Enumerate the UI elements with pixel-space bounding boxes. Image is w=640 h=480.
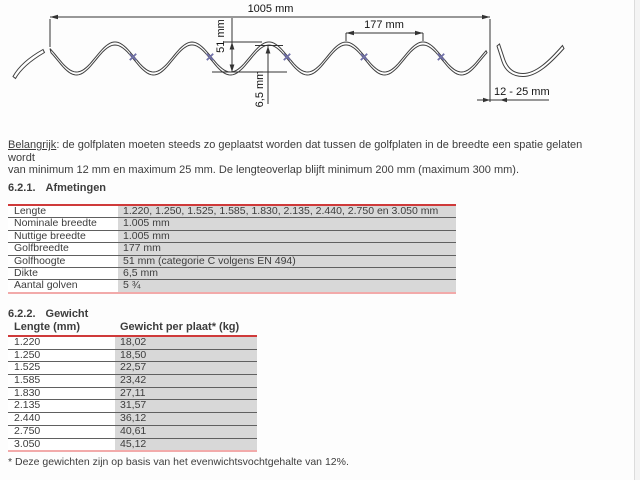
section-number: 6.2.2. [8,308,36,320]
table-row [8,439,257,451]
section-heading-gewicht [8,308,88,320]
table-row [8,337,257,350]
arrowhead [483,98,490,102]
table-row [8,243,456,255]
length-cell: 1.830 [8,388,115,400]
table-row [8,426,257,439]
profile-diagram [0,0,640,128]
section-number: 6.2.1. [8,182,36,194]
weight-table [8,320,257,452]
arrowhead [50,15,58,19]
note-line2: van minimum 12 mm en maximum 25 mm. De lengteoverlap blijft minimum 200 mm (maximum 300 mm). [8,164,520,177]
length-cell: 3.050 [8,439,115,451]
profile-left-fragment [13,50,45,79]
spec-value: 5 ¾ [118,280,456,291]
weight-table-body [8,337,257,452]
weight-cell: 45,12 [115,439,257,451]
dim-label-overlap: 12 - 25 mm [494,86,550,98]
spec-value: 1.005 mm [118,218,456,229]
weight-table-header [8,320,257,337]
important-label: Belangrijk [8,139,57,151]
length-cell: 2.750 [8,426,115,438]
spec-value: 6,5 mm [118,268,456,279]
length-cell: 1.250 [8,350,115,362]
weight-cell: 18,50 [115,350,257,362]
length-cell: 1.525 [8,362,115,374]
section-title: Afmetingen [45,182,107,194]
length-cell: 1.585 [8,375,115,387]
length-cell: 2.135 [8,400,115,412]
table-row [8,231,456,243]
length-cell: 2.440 [8,413,115,425]
section-heading-afmetingen [8,182,106,194]
dimensions-table [8,204,456,294]
dimension-lines [50,17,549,104]
corrugated-profile-drawing [0,0,640,128]
arrowhead [500,98,507,102]
spec-value: 1.005 mm [118,231,456,242]
weight-cell: 23,42 [115,375,257,387]
dim-label-height: 51 mm [215,19,227,53]
spec-value: 51 mm (categorie C volgens EN 494) [118,256,456,267]
spec-label: Nominale breedte [8,218,118,229]
important-note [8,139,608,177]
column-header-length: Lengte (mm) [14,321,80,333]
spec-label: Golfbreedte [8,243,118,254]
weight-cell: 18,02 [115,337,257,349]
arrowhead [230,42,235,50]
table-row [8,413,257,426]
weight-cell: 27,11 [115,388,257,400]
weight-cell: 36,12 [115,413,257,425]
weight-cell: 22,57 [115,362,257,374]
table-row [8,375,257,388]
weight-cell: 31,57 [115,400,257,412]
weight-footnote: * Deze gewichten zijn op basis van het evenwichtsvochtgehalte van 12%. [8,456,349,468]
spec-label: Lengte [8,206,118,217]
section-title: Gewicht [45,308,89,320]
dim-label-total: 1005 mm [247,3,294,15]
note-line1: : de golfplaten moeten steeds zo geplaatst worden dat tussen de golfplaten in de breedte een spatie gelaten wordt [8,139,583,164]
spec-label: Nuttige breedte [8,231,118,242]
spec-label: Golfhoogte [8,256,118,267]
arrowhead [482,15,490,19]
spec-value: 1.220, 1.250, 1.525, 1.585, 1.830, 2.135, 2.440, 2.750 en 3.050 mm [118,206,456,217]
length-cell: 1.220 [8,337,115,349]
arrowhead [415,31,423,35]
column-header-weight: Gewicht per plaat* (kg) [120,321,240,333]
table-row [8,218,456,230]
spec-label: Aantal golven [8,280,118,291]
spec-value: 177 mm [118,243,456,254]
spec-label: Dikte [8,268,118,279]
table-row [8,280,456,291]
dim-label-thickness: 6,5 mm [254,70,266,108]
weight-cell: 40,61 [115,426,257,438]
arrowhead [346,31,354,35]
profile-overlap-sheet [497,44,564,77]
arrowhead [230,65,235,73]
table-row [8,256,456,268]
arrowhead [266,46,271,54]
dim-label-pitch: 177 mm [364,19,404,31]
